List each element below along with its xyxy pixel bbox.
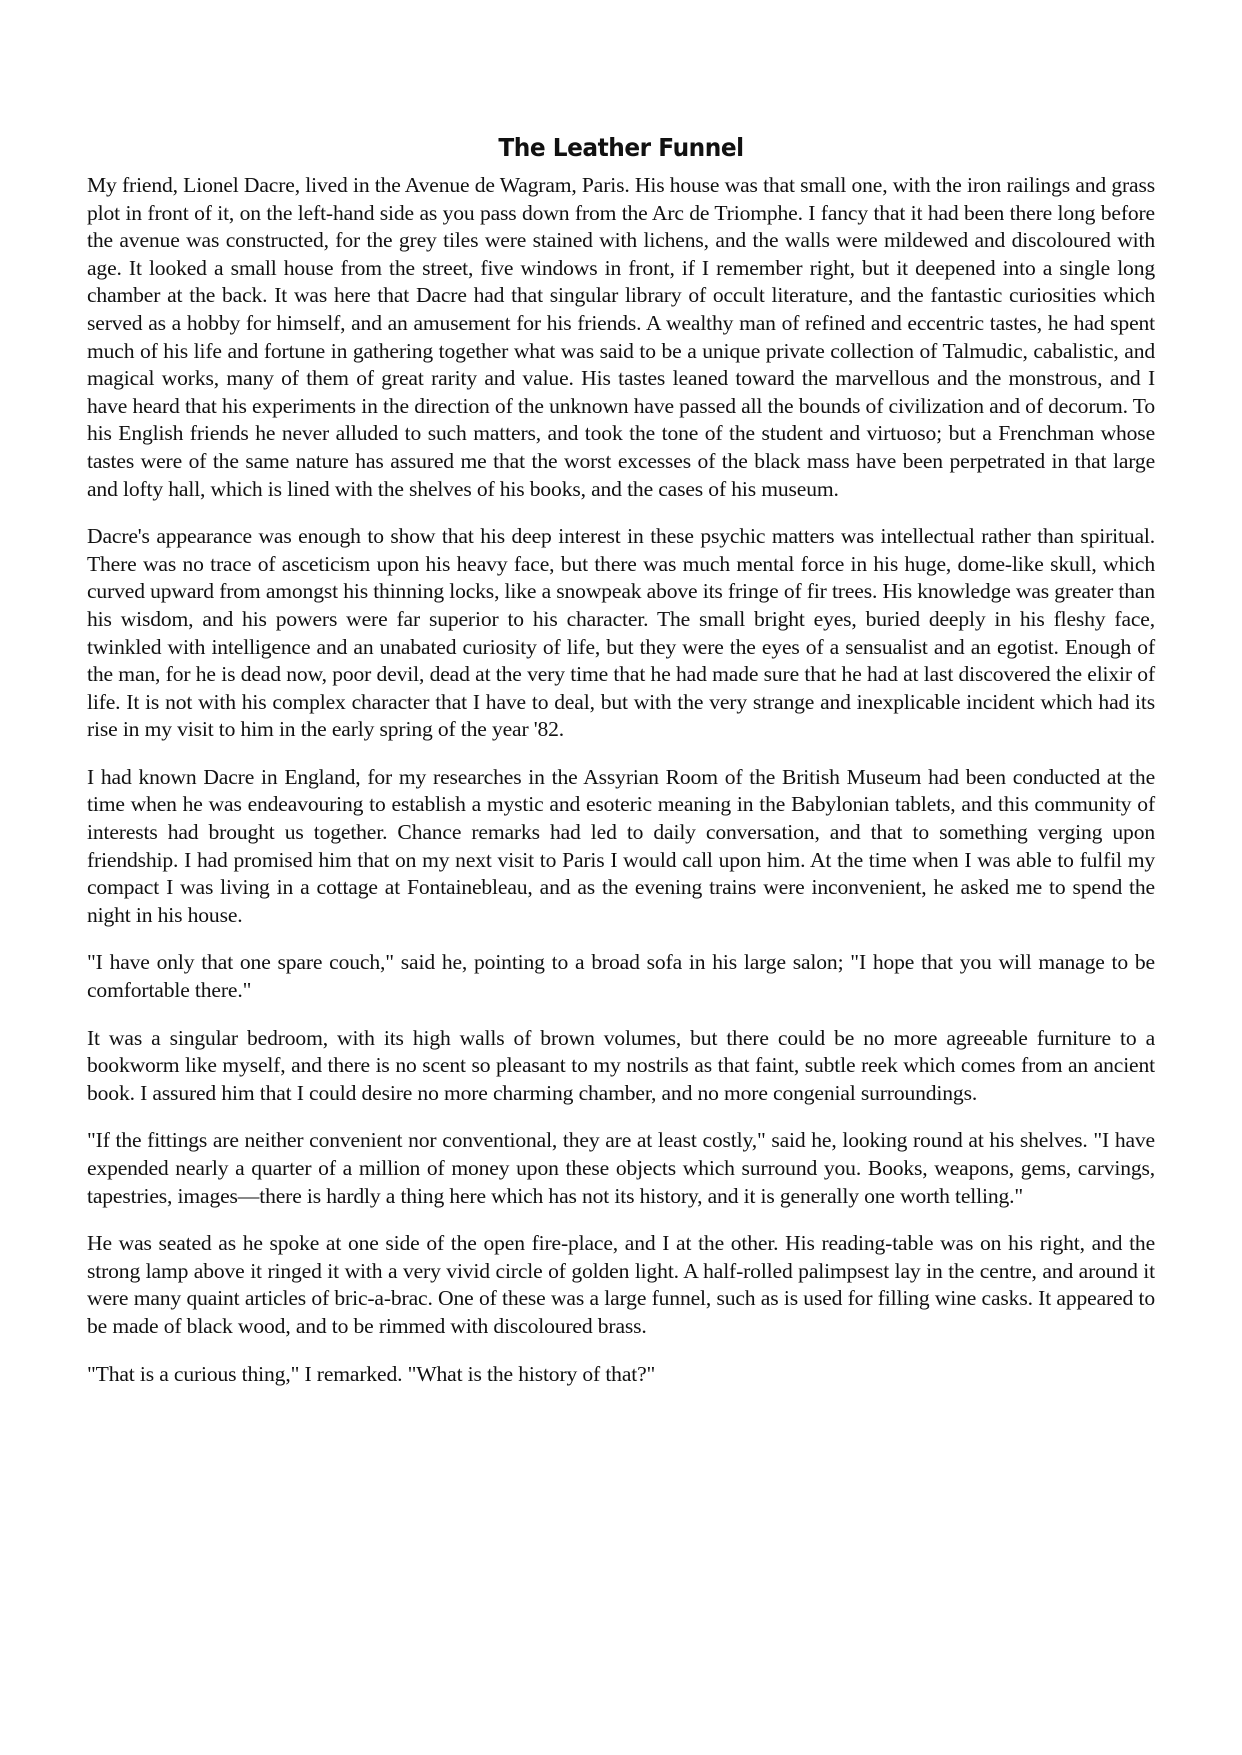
paragraph: "That is a curious thing," I remarked. "What is the history of that?" xyxy=(87,1361,656,1386)
document-title: The Leather Funnel xyxy=(498,133,744,162)
paragraph: My friend, Lionel Dacre, lived in the Avenue de Wagram, Paris. His house was that small one, with the iron railings and grass plot in front of it, on the left-hand side as you pass down from the Arc de Triomphe. I fancy that it had been there long before the avenue was constructed, for the grey tiles were stained with lichens, and the walls were mildewed and discoloured with age. It looked a small house from the street, five windows in front, if I remember right, but it deepened into a single long chamber at the back. It was here that Dacre had that singular library of occult literature, and the fantastic curiosities which served as a hobby for himself, and an amusement for his friends. A wealthy man of refined and eccentric tastes, he had spent much of his life and fortune in gathering together what was said to be a unique private collection of Talmudic, cabalistic, and magical works, many of them of great rarity and value. His tastes leaned toward the marvellous and the monstrous, and I have heard that his experiments in the direction of the unknown have passed all the bounds of civilization and of decorum. To his English friends he never alluded to such matters, and took the tone of the student and virtuoso; but a Frenchman whose tastes were of the same nature has assured me that the worst excesses of the black mass have been perpetrated in that large and lofty hall, which is lined with the shelves of his books, and the cases of his museum. xyxy=(87,173,1155,501)
paragraph: "I have only that one spare couch," said he, pointing to a broad sofa in his large salon; "I hope that you will manage to be comfortable there." xyxy=(87,950,1155,1003)
document-page xyxy=(87,132,1155,1408)
paragraph: "If the fittings are neither convenient nor conventional, they are at least costly," said he, looking round at his shelves. "I have expended nearly a quarter of a million of money upon these objects which surround you. Books, weapons, gems, carvings, tapestries, images—there is hardly a thing here which has not its history, and it is generally one worth telling." xyxy=(87,1128,1155,1208)
paragraph: He was seated as he spoke at one side of the open fire-place, and I at the other. His reading-table was on his right, and the strong lamp above it ringed it with a very vivid circle of golden light. A half-rolled palimpsest lay in the centre, and around it were many quaint articles of bric-a-brac. One of these was a large funnel, such as is used for filling wine casks. It appeared to be made of black wood, and to be rimmed with discoloured brass. xyxy=(87,1231,1155,1338)
paragraph: It was a singular bedroom, with its high walls of brown volumes, but there could be no more agreeable furniture to a bookworm like myself, and there is no scent so pleasant to my nostrils as that faint, subtle reek which comes from an ancient book. I assured him that I could desire no more charming chamber, and no more congenial surroundings. xyxy=(87,1025,1155,1105)
paragraph: Dacre's appearance was enough to show that his deep interest in these psychic matters was intellectual rather than spiritual. There was no trace of asceticism upon his heavy face, but there was much mental force in his huge, dome-like skull, which curved upward from amongst his thinning locks, like a snowpeak above its fringe of fir trees. His knowledge was greater than his wisdom, and his powers were far superior to his character. The small bright eyes, buried deeply in his fleshy face, twinkled with intelligence and an unabated curiosity of life, but they were the eyes of a sensualist and an egotist. Enough of the man, for he is dead now, poor devil, dead at the very time that he had made sure that he had at last discovered the elixir of life. It is not with his complex character that I have to deal, but with the very strange and inexplicable incident which had its rise in my visit to him in the early spring of the year '82. xyxy=(87,524,1155,742)
paragraph: I had known Dacre in England, for my researches in the Assyrian Room of the British Museum had been conducted at the time when he was endeavouring to establish a mystic and esoteric meaning in the Babylonian tablets, and this community of interests had brought us together. Chance remarks had led to daily conversation, and that to something verging upon friendship. I had promised him that on my next visit to Paris I would call upon him. At the time when I was able to fulfil my compact I was living in a cottage at Fontainebleau, and as the evening trains were inconvenient, he asked me to spend the night in his house. xyxy=(87,764,1155,927)
